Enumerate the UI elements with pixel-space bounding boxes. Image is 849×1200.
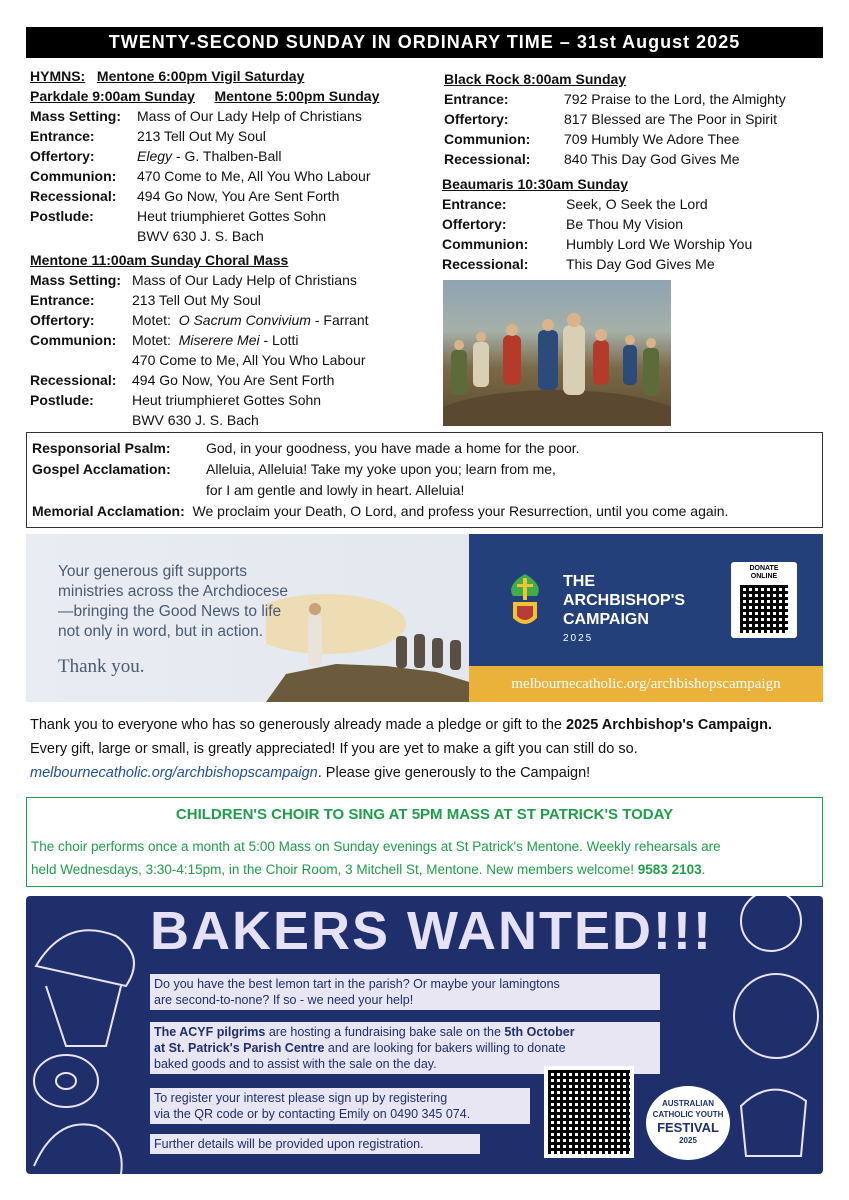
parkdale-heading-row bbox=[30, 86, 379, 106]
campaign-year: 2025 bbox=[563, 633, 594, 644]
hymn-row bbox=[30, 146, 282, 166]
blackrock-heading: Black Rock 8:00am Sunday bbox=[444, 71, 627, 87]
psalm-row bbox=[32, 438, 580, 458]
bakers-poster bbox=[26, 896, 823, 1174]
choir-line2 bbox=[31, 858, 822, 881]
hymn-value-cont: BWV 630 J. S. Bach bbox=[137, 228, 264, 244]
hymn-value: - G. Thalben-Ball bbox=[172, 148, 282, 164]
memorial-label: Memorial Acclamation: bbox=[32, 503, 185, 519]
cookie-icon bbox=[741, 896, 801, 951]
choir-title: CHILDREN'S CHOIR TO SING AT 5PM MASS AT ST PATRICK'S TODAY bbox=[175, 806, 674, 823]
choir-line: The choir performs once a month at 5:00 Mass on Sunday evenings at St Patrick's Mentone. Weekly rehearsals are bbox=[31, 839, 721, 854]
hymn-value: 470 Come to Me, All You Who Labour bbox=[137, 168, 371, 184]
m11-value: Mass of Our Lady Help of Christians bbox=[132, 272, 357, 288]
hymns-label: HYMNS: bbox=[30, 68, 86, 84]
thanks-line bbox=[30, 714, 772, 736]
m11-value: - Lotti bbox=[259, 332, 299, 348]
hymn-label: Mass Setting: bbox=[30, 108, 122, 124]
bakers-text: and are looking for bakers willing to donate bbox=[324, 1041, 566, 1055]
bm-label: Recessional: bbox=[442, 256, 529, 272]
hymn-row bbox=[30, 106, 362, 126]
bm-value: Seek, O Seek the Lord bbox=[566, 196, 708, 212]
m11-label: Communion: bbox=[30, 332, 117, 348]
hymn-label: Offertory: bbox=[30, 148, 95, 164]
bm-row bbox=[442, 214, 683, 234]
hymn-label: Recessional: bbox=[30, 188, 117, 204]
bakers-line: via the QR code or by contacting Emily on 0490 345 074. bbox=[154, 1107, 471, 1121]
bakers-text: are hosting a fundraising bake sale on the bbox=[265, 1025, 505, 1039]
choir-text bbox=[31, 835, 822, 881]
vigil-heading: Mentone 6:00pm Vigil Saturday bbox=[96, 68, 305, 84]
campaign-brand-panel bbox=[469, 534, 823, 702]
archdiocese-crest-icon bbox=[505, 572, 545, 634]
hymn-label: Communion: bbox=[30, 168, 117, 184]
choir-phone: 9583 2103 bbox=[637, 862, 702, 877]
bakers-bold: at St. Patrick's Parish Centre bbox=[154, 1041, 325, 1055]
hymn-row bbox=[30, 126, 266, 146]
bm-label: Offertory: bbox=[442, 216, 507, 232]
br-label: Entrance: bbox=[444, 91, 509, 107]
m11-value: Motet: bbox=[132, 332, 171, 348]
gospel-painting bbox=[443, 280, 671, 426]
m11-value: 494 Go Now, You Are Sent Forth bbox=[132, 372, 335, 388]
bm-row bbox=[442, 194, 708, 214]
mentone5-heading: Mentone 5:00pm Sunday bbox=[214, 88, 380, 104]
bakers-line: To register your interest please sign up by registering bbox=[154, 1091, 448, 1105]
acyf-text: FESTIVAL bbox=[657, 1120, 719, 1135]
choir-line-end: . bbox=[701, 862, 706, 877]
bakers-p1 bbox=[150, 974, 660, 1010]
m11-value: Motet: bbox=[132, 312, 171, 328]
m11-label: Mass Setting: bbox=[30, 272, 122, 288]
bm-value: Humbly Lord We Worship You bbox=[566, 236, 753, 252]
m11-value-cont: 470 Come to Me, All You Who Labour bbox=[132, 352, 366, 368]
br-label: Recessional: bbox=[444, 151, 531, 167]
campaign-brand: THE bbox=[563, 573, 595, 590]
bakers-title: BAKERS WANTED!!! bbox=[150, 901, 713, 961]
campaign-line: —bringing the Good News to life bbox=[58, 603, 282, 620]
hymn-row bbox=[30, 206, 326, 226]
m11-value-italic: O Sacrum Convivium bbox=[178, 312, 311, 328]
donut-icon bbox=[34, 1055, 98, 1107]
gospel-text: Alleluia, Alleluia! Take my yoke upon you; learn from me, bbox=[206, 461, 556, 477]
m11-row bbox=[30, 310, 369, 330]
psalm-label: Responsorial Psalm: bbox=[32, 440, 171, 456]
cupcake-icon bbox=[741, 1090, 806, 1156]
campaign-brand: ARCHBISHOP'S bbox=[563, 592, 686, 609]
br-value: 817 Blessed are The Poor in Spirit bbox=[564, 111, 777, 127]
br-value: 792 Praise to the Lord, the Almighty bbox=[564, 91, 786, 107]
bm-label: Communion: bbox=[442, 236, 529, 252]
campaign-line: not only in word, but in action. bbox=[58, 623, 264, 640]
hymns-heading bbox=[30, 66, 304, 86]
hymn-value: Heut triumphieret Gottes Sohn bbox=[137, 208, 327, 224]
m11-row bbox=[30, 390, 321, 410]
painting-figures bbox=[443, 280, 671, 426]
br-label: Communion: bbox=[444, 131, 531, 147]
br-row bbox=[444, 149, 740, 169]
br-row bbox=[444, 89, 786, 109]
page-title: TWENTY-SECOND SUNDAY IN ORDINARY TIME – 31st August 2025 bbox=[26, 27, 823, 58]
memorial-text: We proclaim your Death, O Lord, and profess your Resurrection, until you come again. bbox=[192, 503, 729, 519]
hymn-row bbox=[30, 166, 370, 186]
bakers-bold: The ACYF pilgrims bbox=[154, 1025, 266, 1039]
thanks-campaign: 2025 Archbishop's Campaign. bbox=[566, 717, 772, 733]
qr-code-icon[interactable] bbox=[740, 585, 788, 633]
m11-label: Postlude: bbox=[30, 392, 94, 408]
m11-value: - Farrant bbox=[310, 312, 369, 328]
bakers-line bbox=[154, 1040, 656, 1056]
croissant-icon bbox=[34, 1124, 122, 1174]
br-row bbox=[444, 129, 739, 149]
campaign-line: ministries across the Archdiocese bbox=[58, 583, 289, 600]
cupcake-icon bbox=[36, 930, 134, 986]
m11-row bbox=[30, 270, 357, 290]
bm-label: Entrance: bbox=[442, 196, 507, 212]
bakers-line: baked goods and to assist with the sale on the day. bbox=[154, 1057, 437, 1071]
acyf-text: AUSTRALIAN bbox=[662, 1099, 714, 1108]
donate-qr-card[interactable] bbox=[731, 562, 797, 638]
bakers-qr-code-icon[interactable] bbox=[544, 1066, 634, 1158]
acyf-text: 2025 bbox=[679, 1136, 697, 1145]
bm-value: Be Thou My Vision bbox=[566, 216, 683, 232]
bakers-date: 5th October bbox=[504, 1025, 575, 1039]
bakers-line: are second-to-none? If so - we need your help! bbox=[154, 993, 414, 1007]
hymn-value: 494 Go Now, You Are Sent Forth bbox=[137, 188, 340, 204]
bakers-p3 bbox=[150, 1088, 530, 1124]
m11-row bbox=[30, 330, 299, 350]
thanks-line2: Every gift, large or small, is greatly appreciated! If you are yet to make a gift you can still do so. bbox=[30, 741, 638, 757]
bakers-line: Do you have the best lemon tart in the parish? Or maybe your lamingtons bbox=[154, 977, 560, 991]
m11-value: Heut triumphieret Gottes Sohn bbox=[132, 392, 322, 408]
donate-label: DONATE bbox=[749, 565, 779, 572]
thanks-text: . Please give generously to the Campaign! bbox=[317, 765, 591, 781]
m11-label: Offertory: bbox=[30, 312, 95, 328]
bakers-line bbox=[154, 1024, 656, 1040]
donut-icon bbox=[56, 1073, 76, 1089]
m11-value-italic: Miserere Mei bbox=[178, 332, 260, 348]
m11-value-cont: BWV 630 J. S. Bach bbox=[132, 412, 259, 428]
hymn-value-italic: Elegy bbox=[137, 148, 173, 164]
tart-icon bbox=[734, 974, 818, 1058]
campaign-brand: CAMPAIGN bbox=[563, 611, 649, 628]
bm-value: This Day God Gives Me bbox=[566, 256, 715, 272]
hymn-label: Entrance: bbox=[30, 128, 95, 144]
m11-row bbox=[30, 370, 334, 390]
acyf-logo bbox=[646, 1086, 730, 1160]
br-value: 840 This Day God Gives Me bbox=[564, 151, 740, 167]
hymn-value: 213 Tell Out My Soul bbox=[137, 128, 266, 144]
parkdale-heading: Parkdale 9:00am Sunday bbox=[30, 88, 195, 104]
br-label: Offertory: bbox=[444, 111, 509, 127]
hymn-row bbox=[30, 186, 339, 206]
campaign-thanks: Thank you. bbox=[58, 656, 145, 677]
mentone11-heading: Mentone 11:00am Sunday Choral Mass bbox=[30, 252, 289, 268]
m11-label: Recessional: bbox=[30, 372, 117, 388]
acyf-text: CATHOLIC YOUTH bbox=[652, 1110, 724, 1119]
choir-box bbox=[26, 797, 823, 887]
campaign-line: Your generous gift supports bbox=[58, 563, 247, 580]
campaign-link[interactable]: melbournecatholic.org/archbishopscampaign bbox=[30, 765, 318, 781]
br-value: 709 Humbly We Adore Thee bbox=[564, 131, 740, 147]
thanks-text: Thank you to everyone who has so generously already made a pledge or gift to the bbox=[30, 717, 567, 733]
m11-row bbox=[30, 290, 261, 310]
cupcake-icon bbox=[46, 986, 121, 1046]
gospel-row bbox=[32, 459, 556, 479]
psalm-text: God, in your goodness, you have made a home for the poor. bbox=[206, 440, 580, 456]
beaumaris-heading: Beaumaris 10:30am Sunday bbox=[442, 176, 628, 192]
m11-value: 213 Tell Out My Soul bbox=[132, 292, 261, 308]
hymn-value: Mass of Our Lady Help of Christians bbox=[137, 108, 362, 124]
campaign-illustration bbox=[266, 594, 476, 702]
gospel-text-cont: for I am gentle and lowly in heart. Alleluia! bbox=[206, 482, 465, 498]
gospel-label: Gospel Acclamation: bbox=[32, 461, 171, 477]
bm-row bbox=[442, 254, 715, 274]
bm-row bbox=[442, 234, 752, 254]
bakers-p4: Further details will be provided upon registration. bbox=[150, 1134, 480, 1154]
thanks-line3 bbox=[30, 762, 590, 784]
m11-label: Entrance: bbox=[30, 292, 95, 308]
donate-label: ONLINE bbox=[750, 573, 778, 580]
choir-line-text: held Wednesdays, 3:30-4:15pm, in the Choir Room, 3 Mitchell St, Mentone. New members welcome! bbox=[31, 862, 638, 877]
campaign-url-bar[interactable]: melbournecatholic.org/archbishopscampaign bbox=[469, 666, 823, 702]
br-row bbox=[444, 109, 777, 129]
campaign-banner[interactable] bbox=[26, 534, 823, 702]
hymn-label: Postlude: bbox=[30, 208, 94, 224]
memorial-row bbox=[32, 501, 728, 521]
